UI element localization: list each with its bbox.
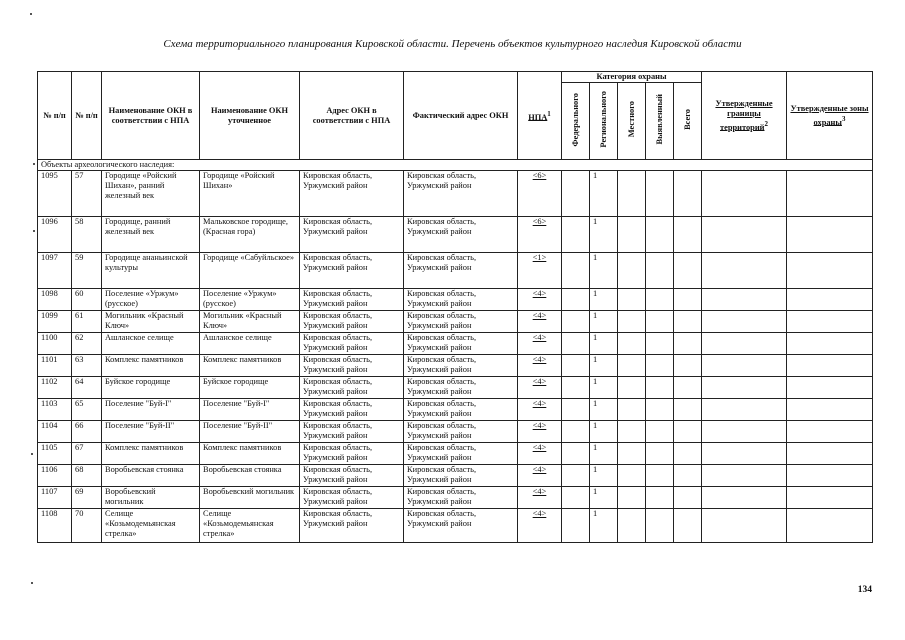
row-cat-identified [646,333,674,355]
row-cat-regional: 1 [590,443,618,465]
row-name: Городище, ранний железный век [102,217,200,253]
row-zones [787,253,873,289]
row-name: Городище ананьинской культуры [102,253,200,289]
table-row [38,443,873,465]
row-name: Комплекс памятников [102,355,200,377]
row-cat-identified [646,421,674,443]
row-sub-number: 60 [72,289,102,311]
table-row [38,399,873,421]
row-cat-total [674,289,702,311]
row-cat-federal [562,333,590,355]
row-number: 1101 [38,355,72,377]
row-npa: <4> [518,509,562,543]
scan-mark [33,230,35,232]
row-cat-total [674,377,702,399]
row-cat-regional: 1 [590,509,618,543]
row-actual-address: Кировская область, Уржумский район [404,465,518,487]
row-borders [702,443,787,465]
row-cat-identified [646,399,674,421]
row-sub-number: 58 [72,217,102,253]
row-cat-regional: 1 [590,289,618,311]
row-address: Кировская область, Уржумский район [300,421,404,443]
row-address: Кировская область, Уржумский район [300,465,404,487]
row-address: Кировская область, Уржумский район [300,487,404,509]
row-npa: <6> [518,171,562,217]
row-cat-identified [646,355,674,377]
table-row [38,333,873,355]
row-cat-regional: 1 [590,487,618,509]
row-zones [787,421,873,443]
row-borders [702,311,787,333]
table-row [38,289,873,311]
row-cat-local [618,421,646,443]
row-number: 1097 [38,253,72,289]
header-category-total-label: Всего [682,109,692,130]
scan-mark [33,163,35,165]
row-address: Кировская область, Уржумский район [300,171,404,217]
row-name: Поселение "Буй-II" [102,421,200,443]
row-cat-local [618,289,646,311]
row-address: Кировская область, Уржумский район [300,377,404,399]
row-cat-local [618,487,646,509]
row-cat-local [618,217,646,253]
row-cat-federal [562,171,590,217]
row-cat-regional: 1 [590,253,618,289]
row-npa: <4> [518,399,562,421]
row-cat-identified [646,289,674,311]
row-borders [702,217,787,253]
row-cat-regional: 1 [590,377,618,399]
row-name: Поселение «Уржум» (русское) [102,289,200,311]
header-no: № п/п [38,72,72,160]
row-number: 1095 [38,171,72,217]
row-cat-total [674,253,702,289]
header-actual-address: Фактический адрес ОКН [404,72,518,160]
row-cat-identified [646,217,674,253]
row-npa: <4> [518,421,562,443]
page-number: 134 [857,585,872,595]
row-npa: <4> [518,311,562,333]
row-address: Кировская область, Уржумский район [300,253,404,289]
header-category-federal [562,83,590,160]
header-name: Наименование ОКН в соответствии с НПА [102,72,200,160]
row-zones [787,217,873,253]
row-address: Кировская область, Уржумский район [300,355,404,377]
row-sub-number: 59 [72,253,102,289]
row-cat-local [618,377,646,399]
row-zones [787,355,873,377]
row-zones [787,311,873,333]
row-name-spec: Городище «Сабуйльское» [200,253,300,289]
row-name-spec: Комплекс памятников [200,355,300,377]
row-actual-address: Кировская область, Уржумский район [404,399,518,421]
row-borders [702,509,787,543]
header-no2: № п/п [72,72,102,160]
section-label: Объекты археологического наследия: [38,160,873,171]
row-actual-address: Кировская область, Уржумский район [404,421,518,443]
row-actual-address: Кировская область, Уржумский район [404,487,518,509]
row-address: Кировская область, Уржумский район [300,289,404,311]
row-cat-total [674,443,702,465]
row-cat-federal [562,465,590,487]
table-row [38,487,873,509]
row-borders [702,377,787,399]
row-name-spec: Воробьевская стоянка [200,465,300,487]
row-name-spec: Могильник «Красный Ключ» [200,311,300,333]
row-zones [787,465,873,487]
row-number: 1105 [38,443,72,465]
table-row [38,509,873,543]
heritage-objects-table [37,71,873,543]
row-cat-local [618,171,646,217]
header-npa-label: НПА [528,112,548,122]
header-category-local-label: Местного [626,101,636,138]
row-cat-local [618,509,646,543]
row-sub-number: 63 [72,355,102,377]
row-cat-federal [562,253,590,289]
row-cat-local [618,465,646,487]
row-npa: <4> [518,443,562,465]
row-cat-regional: 1 [590,171,618,217]
row-sub-number: 61 [72,311,102,333]
row-number: 1098 [38,289,72,311]
row-cat-federal [562,377,590,399]
row-cat-total [674,509,702,543]
row-cat-regional: 1 [590,465,618,487]
row-cat-total [674,465,702,487]
row-actual-address: Кировская область, Уржумский район [404,509,518,543]
row-cat-total [674,171,702,217]
row-zones [787,399,873,421]
row-cat-total [674,421,702,443]
row-borders [702,333,787,355]
row-name-spec: Селище «Козьмодемьянская стрелка» [200,509,300,543]
row-address: Кировская область, Уржумский район [300,443,404,465]
row-number: 1102 [38,377,72,399]
row-cat-identified [646,487,674,509]
row-number: 1096 [38,217,72,253]
row-name: Ашланское селище [102,333,200,355]
row-npa: <4> [518,333,562,355]
row-cat-federal [562,289,590,311]
row-cat-identified [646,509,674,543]
table-row [38,253,873,289]
row-borders [702,487,787,509]
header-borders-sup: 2 [764,119,768,128]
table-row [38,421,873,443]
row-actual-address: Кировская область, Уржумский район [404,253,518,289]
row-cat-local [618,311,646,333]
row-number: 1100 [38,333,72,355]
row-sub-number: 64 [72,377,102,399]
row-cat-total [674,311,702,333]
row-name: Городище «Ройский Шихан», ранний железный век [102,171,200,217]
row-borders [702,399,787,421]
row-cat-total [674,333,702,355]
row-cat-regional: 1 [590,355,618,377]
row-name: Воробьевская стоянка [102,465,200,487]
row-sub-number: 69 [72,487,102,509]
row-number: 1103 [38,399,72,421]
header-category-federal-label: Федерального [570,92,580,147]
row-borders [702,465,787,487]
row-name: Воробьевский могильник [102,487,200,509]
row-sub-number: 66 [72,421,102,443]
row-cat-federal [562,399,590,421]
row-name-spec: Комплекс памятников [200,443,300,465]
scan-mark [30,13,32,15]
row-number: 1104 [38,421,72,443]
row-borders [702,253,787,289]
row-name: Могильник «Красный Ключ» [102,311,200,333]
scan-mark [31,453,33,455]
row-address: Кировская область, Уржумский район [300,311,404,333]
row-npa: <4> [518,289,562,311]
header-zones [787,72,873,160]
row-zones [787,333,873,355]
row-cat-total [674,399,702,421]
row-cat-identified [646,311,674,333]
header-zones-label: Утвержденные зоны охраны [790,103,869,127]
scan-mark [31,582,33,584]
row-address: Кировская область, Уржумский район [300,399,404,421]
header-npa [518,72,562,160]
row-actual-address: Кировская область, Уржумский район [404,311,518,333]
row-borders [702,421,787,443]
row-sub-number: 68 [72,465,102,487]
row-zones [787,443,873,465]
row-number: 1106 [38,465,72,487]
row-npa: <4> [518,465,562,487]
row-cat-regional: 1 [590,311,618,333]
row-zones [787,487,873,509]
row-address: Кировская область, Уржумский район [300,509,404,543]
row-cat-total [674,487,702,509]
row-cat-identified [646,253,674,289]
row-zones [787,377,873,399]
row-sub-number: 57 [72,171,102,217]
header-category-identified [646,83,674,160]
row-sub-number: 62 [72,333,102,355]
row-cat-federal [562,311,590,333]
table-row [38,377,873,399]
table-row [38,171,873,217]
row-actual-address: Кировская область, Уржумский район [404,171,518,217]
row-npa: <4> [518,377,562,399]
row-number: 1107 [38,487,72,509]
row-cat-regional: 1 [590,333,618,355]
row-name-spec: Ашланское селище [200,333,300,355]
row-cat-regional: 1 [590,217,618,253]
row-borders [702,171,787,217]
header-zones-sup: 3 [841,114,846,123]
row-cat-total [674,355,702,377]
table-row [38,311,873,333]
row-cat-regional: 1 [590,421,618,443]
row-actual-address: Кировская область, Уржумский район [404,289,518,311]
row-npa: <1> [518,253,562,289]
row-name: Поселение "Буй-I" [102,399,200,421]
header-category-regional-label: Регионального [598,91,608,148]
header-category-total [674,83,702,160]
row-name-spec: Поселение "Буй-II" [200,421,300,443]
row-cat-federal [562,217,590,253]
row-zones [787,171,873,217]
row-npa: <6> [518,217,562,253]
row-borders [702,355,787,377]
row-actual-address: Кировская область, Уржумский район [404,443,518,465]
row-cat-federal [562,443,590,465]
row-name: Селище «Козьмодемьянская стрелка» [102,509,200,543]
row-cat-identified [646,465,674,487]
header-category-regional [590,83,618,160]
row-name-spec: Мальковское городище, (Красная гора) [200,217,300,253]
row-actual-address: Кировская область, Уржумский район [404,333,518,355]
row-cat-regional: 1 [590,399,618,421]
row-name-spec: Городище «Ройский Шихан» [200,171,300,217]
row-actual-address: Кировская область, Уржумский район [404,355,518,377]
row-number: 1099 [38,311,72,333]
header-name-spec: Наименование ОКН уточненное [200,72,300,160]
header-category-identified-label: Выявленный [654,94,664,145]
row-cat-federal [562,355,590,377]
row-address: Кировская область, Уржумский район [300,333,404,355]
row-cat-local [618,333,646,355]
page-title: Схема территориального планирования Кировской области. Перечень объектов культурного наследия Кировской области [163,38,742,50]
row-npa: <4> [518,355,562,377]
row-sub-number: 65 [72,399,102,421]
row-cat-local [618,443,646,465]
row-actual-address: Кировская область, Уржумский район [404,377,518,399]
row-actual-address: Кировская область, Уржумский район [404,217,518,253]
table-row [38,465,873,487]
header-address: Адрес ОКН в соответствии с НПА [300,72,404,160]
row-sub-number: 70 [72,509,102,543]
row-sub-number: 67 [72,443,102,465]
row-name-spec: Буйское городище [200,377,300,399]
row-cat-identified [646,443,674,465]
table-row [38,355,873,377]
header-borders [702,72,787,160]
row-cat-federal [562,509,590,543]
row-name: Комплекс памятников [102,443,200,465]
row-zones [787,289,873,311]
header-npa-sup: 1 [547,109,551,118]
row-cat-local [618,355,646,377]
row-cat-local [618,253,646,289]
header-borders-label: Утвержденные границы территорий [715,98,773,132]
row-cat-identified [646,377,674,399]
row-name-spec: Поселение "Буй-I" [200,399,300,421]
header-category-local [618,83,646,160]
row-borders [702,289,787,311]
row-cat-federal [562,487,590,509]
row-cat-total [674,217,702,253]
row-address: Кировская область, Уржумский район [300,217,404,253]
row-name-spec: Воробьевский могильник [200,487,300,509]
row-cat-identified [646,171,674,217]
row-zones [787,509,873,543]
table-row [38,217,873,253]
row-name-spec: Поселение «Уржум» (русское) [200,289,300,311]
row-cat-local [618,399,646,421]
row-npa: <4> [518,487,562,509]
row-number: 1108 [38,509,72,543]
header-category-group: Категория охраны [562,72,702,83]
row-cat-federal [562,421,590,443]
row-name: Буйское городище [102,377,200,399]
